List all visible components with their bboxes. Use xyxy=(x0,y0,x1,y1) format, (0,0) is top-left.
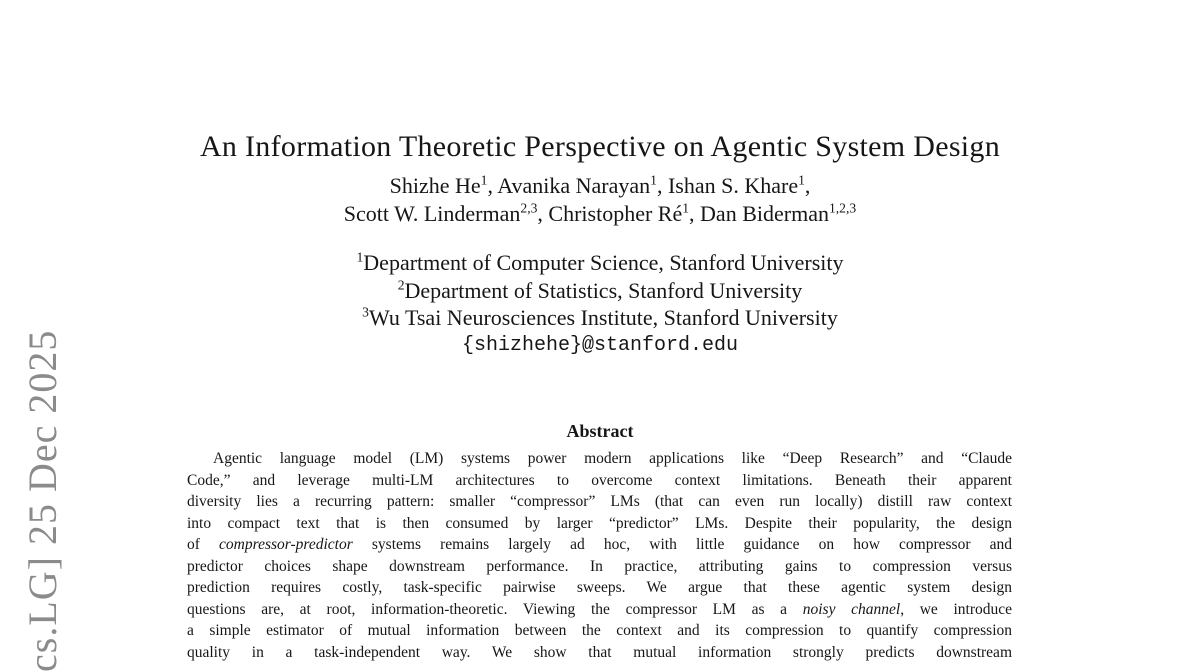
abstract-line: Code,” and leverage multi-LM architectures to overcome context limitations. Beneath their apparent xyxy=(187,471,1012,489)
abstract-line: Agentic language model (LM) systems power modern applications like “Deep Research” and “Claude xyxy=(213,450,1012,467)
abstract-paragraph xyxy=(187,448,1012,663)
abstract-line: a simple estimator of mutual information between the context and its compression to quantify compression xyxy=(187,622,1012,639)
author-block xyxy=(0,172,1200,228)
abstract-line: prediction requires costly, task-specific pairwise sweeps. We argue that these agentic system design xyxy=(187,579,1012,596)
abstract-line-clipped: quality in a task-independent way. We show that mutual information strongly predicts downstream xyxy=(187,643,1012,661)
contact-email: {shizhehe}@stanford.edu xyxy=(461,333,739,357)
affiliation-3: $^3$Wu Tsai Neurosciences Institute, Stanford University xyxy=(362,304,838,330)
affiliation-1: $^1$Department of Computer Science, Stanford University xyxy=(356,249,844,275)
arxiv-watermark: cs.LG] 25 Dec 2025 xyxy=(20,329,65,672)
abstract-line: diversity lies a recurring pattern: smaller “compressor” LMs (that can even run locally) distill raw context xyxy=(187,493,1012,510)
author-line-2: Scott W. Linderman$^{2,3}$, Christopher $Ré^1$, Dan Biderman$^{1,2,3}$ xyxy=(343,200,857,226)
abstract-line: into compact text that is then consumed by larger “predictor” LMs. Despite their popularity, the design xyxy=(187,514,1012,532)
abstract-line: predictor choices shape downstream performance. In practice, attributing gains to compression versus xyxy=(187,557,1012,575)
affiliation-2: $^2$Department of Statistics, Stanford University xyxy=(397,277,803,303)
paper-title: An Information Theoretic Perspective on Agentic System Design xyxy=(199,130,1001,164)
abstract-line: questions are, at root, information-theoretic. Viewing the compressor LM as a noisy channel, we introduce xyxy=(187,600,1012,618)
abstract-line: of compressor-predictor systems remains largely ad hoc, with little guidance on how compressor and xyxy=(187,536,1012,553)
affiliation-block xyxy=(0,249,1200,359)
abstract-heading: Abstract xyxy=(566,421,634,441)
author-line-1: Shizhe He$^1$, Avanika Narayan$^1$, Ishan S. Khare$^1$, xyxy=(389,172,811,198)
